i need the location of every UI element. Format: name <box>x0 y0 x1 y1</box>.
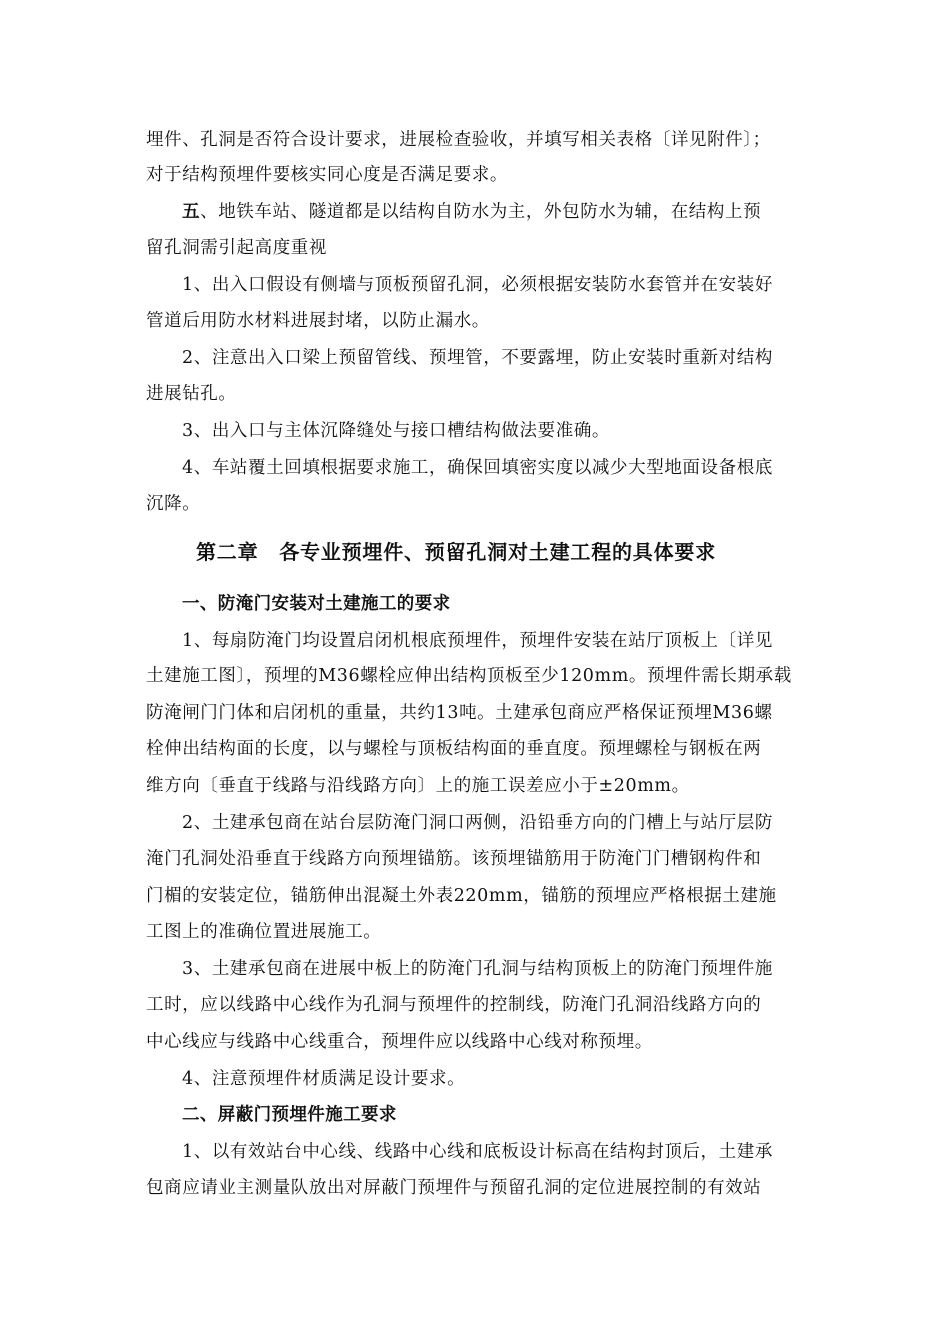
list-item-line: 1、出入口假设有侧墙与顶板预留孔洞，必须根据安装防水套管并在安装好 <box>182 275 773 295</box>
section-heading: 一、防淹门安装对土建施工的要求 <box>182 594 451 614</box>
list-item-line: 门楣的安装定位，锚筋伸出混凝土外表220mm，锚筋的预埋应严格根据土建施 <box>146 886 777 906</box>
list-item-line: 中心线应与线路中心线重合，预埋件应以线路中心线对称预埋。 <box>146 1032 653 1052</box>
list-item-line: 栓伸出结构面的长度，以与螺栓与顶板结构面的垂直度。预埋螺栓与钢板在两 <box>146 739 762 759</box>
paragraph-line <box>182 200 761 224</box>
list-item-line: 1、以有效站台中心线、线路中心线和底板设计标高在结构封顶后，土建承 <box>182 1142 773 1162</box>
list-item-line: 3、出入口与主体沉降缝处与接口槽结构做法要准确。 <box>182 421 611 441</box>
list-item-line: 防淹闸门门体和启闭机的重量，共约13吨。土建承包商应严格保证预埋M36螺 <box>146 703 773 723</box>
list-item-line: 管道后用防水材料进展封堵，以防止漏水。 <box>146 311 490 331</box>
list-item-line: 工时，应以线路中心线作为孔洞与预埋件的控制线，防淹门孔洞沿线路方向的 <box>146 995 762 1015</box>
list-item-line: 1、每扇防淹门均设置启闭机根底预埋件，预埋件安装在站厅顶板上〔详见 <box>182 631 773 651</box>
list-item-line: 2、土建承包商在站台层防淹门洞口两侧，沿铅垂方向的门槽上与站厅层防 <box>182 813 773 833</box>
paragraph-line: 留孔洞需引起高度重视 <box>146 238 327 258</box>
paragraph-line: 对于结构预埋件要核实同心度是否满足要求。 <box>146 165 508 185</box>
list-item-line: 工图上的准确位置进展施工。 <box>146 922 382 942</box>
list-item-line: 淹门孔洞处沿垂直于线路方向预埋锚筋。该预埋锚筋用于防淹门门槽钢构件和 <box>146 849 762 869</box>
list-item-line: 维方向〔垂直于线路与沿线路方向〕上的施工误差应小于±20mm。 <box>146 776 690 796</box>
list-item-line: 2、注意出入口梁上预留管线、预埋管，不要露埋，防止安装时重新对结构 <box>182 348 773 368</box>
list-item-line: 进展钻孔。 <box>146 384 237 404</box>
list-item-line: 4、注意预埋件材质满足设计要求。 <box>182 1069 466 1089</box>
list-item-line: 包商应请业主测量队放出对屏蔽门预埋件与预留孔洞的定位进展控制的有效站 <box>146 1178 762 1198</box>
paragraph-line: 埋件、孔洞是否符合设计要求，进展检查验收，并填写相关表格〔详见附件〕； <box>146 130 771 150</box>
numbered-heading-lead: 五 <box>182 202 201 222</box>
list-item-line: 沉降。 <box>146 494 201 514</box>
section-heading: 二、屏蔽门预埋件施工要求 <box>182 1105 397 1125</box>
paragraph-text: 、地铁车站、隧道都是以结构自防水为主，外包防水为辅，在结构上预 <box>200 202 762 222</box>
list-item-line: 3、土建承包商在进展中板上的防淹门孔洞与结构顶板上的防淹门预埋件施 <box>182 959 773 979</box>
chapter-title: 第二章 各专业预埋件、预留孔洞对土建工程的具体要求 <box>196 540 716 564</box>
list-item-line: 4、车站覆土回填根据要求施工，确保回填密实度以减少大型地面设备根底 <box>182 458 773 478</box>
list-item-line: 土建施工图〕，预埋的M36螺栓应伸出结构顶板至少120mm。预埋件需长期承载 <box>146 666 792 686</box>
